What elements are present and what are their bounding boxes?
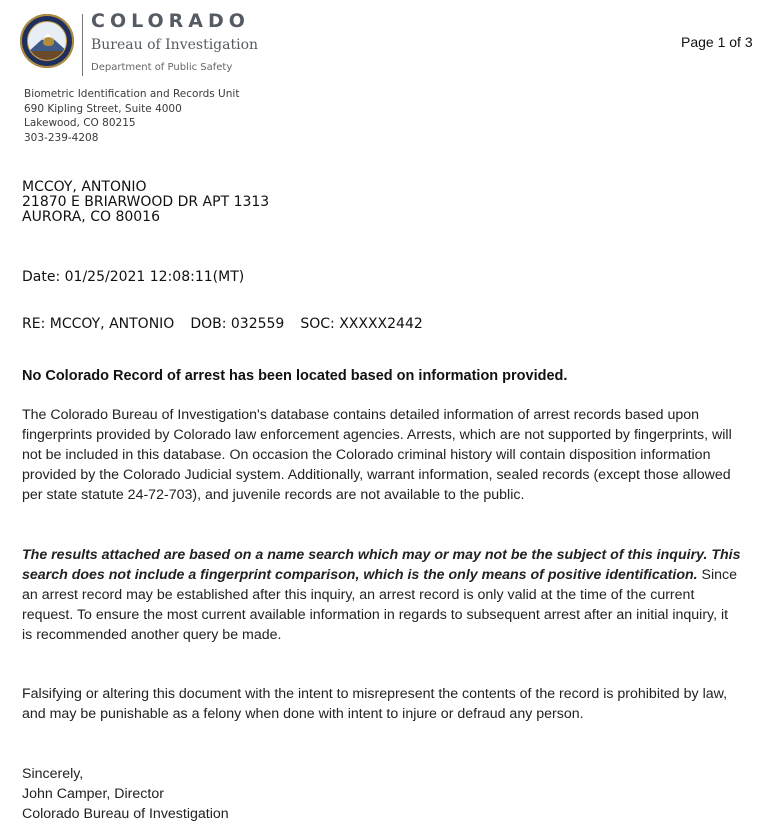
recipient-street: 21870 E BRIARWOOD DR APT 1313 bbox=[22, 194, 270, 210]
unit-street: 690 Kipling Street, Suite 4000 bbox=[24, 102, 182, 115]
unit-name: Biometric Identification and Records Unit bbox=[24, 88, 240, 100]
unit-city: Lakewood, CO 80215 bbox=[24, 117, 136, 129]
re-name: RE: MCCOY, ANTONIO bbox=[22, 316, 175, 332]
letter-date: Date: 01/25/2021 12:08:11(MT) bbox=[22, 269, 245, 285]
cbi-seal-icon bbox=[20, 14, 74, 68]
unit-phone: 303-239-4208 bbox=[24, 131, 99, 144]
record-notice: No Colorado Record of arrest has been located based on information provided. bbox=[22, 368, 568, 384]
disclaimer-emphasis: The results attached are based on a name search which may or may not be the subject of this inquiry. This search does not include a fingerprint comparison, which is the only means of positive identification. bbox=[22, 547, 741, 583]
logo-bureau: Bureau of Investigation bbox=[91, 37, 259, 53]
closing-block bbox=[22, 764, 229, 824]
signer: John Camper, Director bbox=[22, 786, 164, 802]
page-indicator: Page 1 of 3 bbox=[681, 34, 753, 50]
paragraph-falsifying: Falsifying or altering this document with the intent to misrepresent the contents of the record is prohibited by law, and may be punishable as a felony when done with intent to injure or defraud any person. bbox=[22, 686, 728, 722]
disclaimer-rest: Since an arrest record may be established after this inquiry, an arrest record is only valid at the time of the current request. To ensure the most current available information in regards to subsequent arrest after an initial inquiry, it is recommended another query be made. bbox=[22, 567, 738, 643]
sender-address bbox=[24, 87, 239, 145]
logo-department: Department of Public Safety bbox=[91, 62, 233, 73]
logo-divider bbox=[82, 14, 83, 76]
organization: Colorado Bureau of Investigation bbox=[22, 806, 229, 822]
recipient-city: AURORA, CO 80016 bbox=[22, 209, 160, 225]
recipient-address bbox=[22, 180, 269, 225]
salutation: Sincerely, bbox=[22, 766, 84, 782]
re-line bbox=[22, 316, 439, 332]
logo-colorado: COLORADO bbox=[91, 10, 250, 32]
paragraph-name-search bbox=[22, 545, 742, 645]
recipient-name: MCCOY, ANTONIO bbox=[22, 179, 147, 195]
re-dob: DOB: 032559 bbox=[190, 316, 285, 332]
paragraph-database: The Colorado Bureau of Investigation's database contains detailed information of arrest records based upon fingerprints provided by Colorado law enforcement agencies. Arrests, which are not supported by fingerprints, will not be included in this database. On occasion the Colorado criminal history will contain disposition information provided by the Colorado Judicial system. Additionally, warrant information, sealed records (except those allowed per state statute 24-72-703), and juvenile records are not available to the public. bbox=[22, 407, 732, 503]
re-soc: SOC: XXXXX2442 bbox=[300, 316, 423, 332]
